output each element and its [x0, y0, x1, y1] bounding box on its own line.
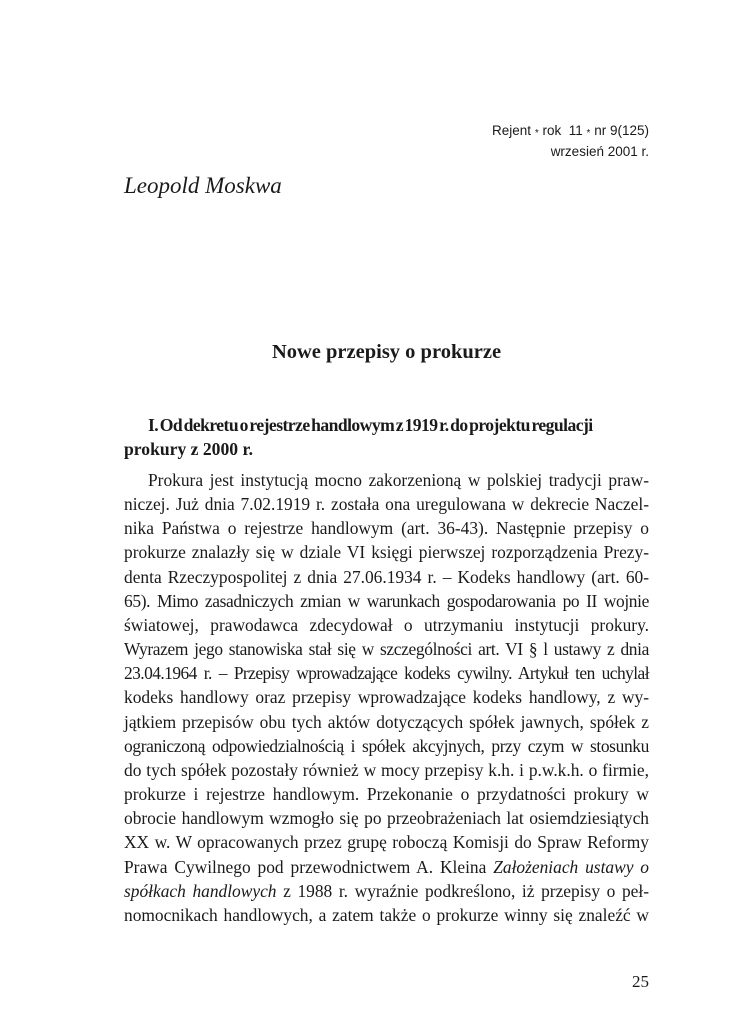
- body-line: kodeks handlowy oraz przepisy wprowadzające kodeks handlowy, z wy-: [124, 687, 649, 708]
- body-line: jątkiem przepisów obu tych aktów dotyczących spółek jawnych, spółek z: [124, 711, 649, 732]
- section-heading: [124, 413, 649, 461]
- issue-date: wrzesień 2001 r.: [550, 144, 649, 159]
- body-line: światowej, prawodawca zdecydował o utrzymaniu instytucji prokury.: [124, 614, 649, 635]
- separator-star-icon: *: [586, 128, 591, 139]
- section-heading-line: prokury z 2000 r.: [124, 439, 254, 459]
- body-line: XX w. W opracowanych przez grupę roboczą Komisji do Spraw Reformy: [124, 832, 649, 853]
- body-line: prokurze znalazły się w dziale VI księgi pierwszej rozporządzenia Prezy-: [124, 542, 649, 563]
- body-line: [124, 879, 649, 903]
- body-line: 65). Mimo zasadniczych zmian w warunkach gospodarowania po II wojnie: [124, 590, 649, 611]
- issue-number: nr 9(125): [594, 123, 649, 138]
- body-line: Prokura jest instytucją mocno zakorzenioną w polskiej tradycji praw-: [148, 470, 649, 490]
- section-heading-line: I. Od dekretu o rejestrze handlowym z 1919 r. do projektu regulacji: [148, 415, 593, 435]
- year-label: rok: [542, 123, 562, 138]
- body-line: nika Państwa o rejestrze handlowym (art. 36-43). Następnie przepisy o: [124, 518, 649, 539]
- body-line: niczej. Już dnia 7.02.1919 r. została ona uregulowana w dekrecie Naczel-: [124, 494, 649, 515]
- body-line: denta Rzeczypospolitej z dnia 27.06.1934 r. – Kodeks handlowy (art. 60-: [124, 566, 649, 587]
- italic-title-run: Założeniach ustawy o: [493, 856, 650, 877]
- article-body: [124, 468, 649, 927]
- separator-star-icon: *: [534, 128, 539, 139]
- body-line: nomocnikach handlowych, a zatem także o prokurze winny się znaleźć w: [124, 904, 649, 925]
- body-line: ograniczoną odpowiedzialnością i spółek akcyjnych, przy czym w stosunku: [124, 735, 649, 756]
- body-line: prokurze i rejestrze handlowym. Przekonanie o przydatności prokury w: [124, 784, 649, 805]
- journal-issue-line: [492, 121, 649, 142]
- body-line: obrocie handlowym wzmogło się po przeobrażeniach lat osiemdziesiątych: [124, 808, 649, 829]
- body-line: [124, 855, 649, 879]
- body-line: Wyrazem jego stanowiska stał się w szczególności art. VI § l ustawy z dnia: [124, 639, 649, 660]
- body-line: do tych spółek pozostały również w mocy przepisy k.h. i p.w.k.h. o firmie,: [124, 759, 649, 780]
- journal-header: [492, 121, 649, 161]
- article-title: Nowe przepisy o prokurze: [271, 341, 502, 363]
- author-name: Leopold Moskwa: [124, 173, 282, 198]
- body-line: 23.04.1964 r. – Przepisy wprowadzające kodeks cywilny. Artykuł ten uchylał: [124, 663, 649, 684]
- year-value: 11: [568, 123, 583, 138]
- body-text-run: Prawa Cywilnego pod przewodnictwem A. Kleina: [124, 856, 494, 877]
- italic-title-run: spółkach handlowych: [124, 880, 277, 901]
- journal-name: Rejent: [492, 123, 532, 138]
- body-text-run: z 1988 r. wyraźnie podkreślono, iż przepisy o peł-: [276, 880, 649, 901]
- page-number: 25: [632, 972, 649, 991]
